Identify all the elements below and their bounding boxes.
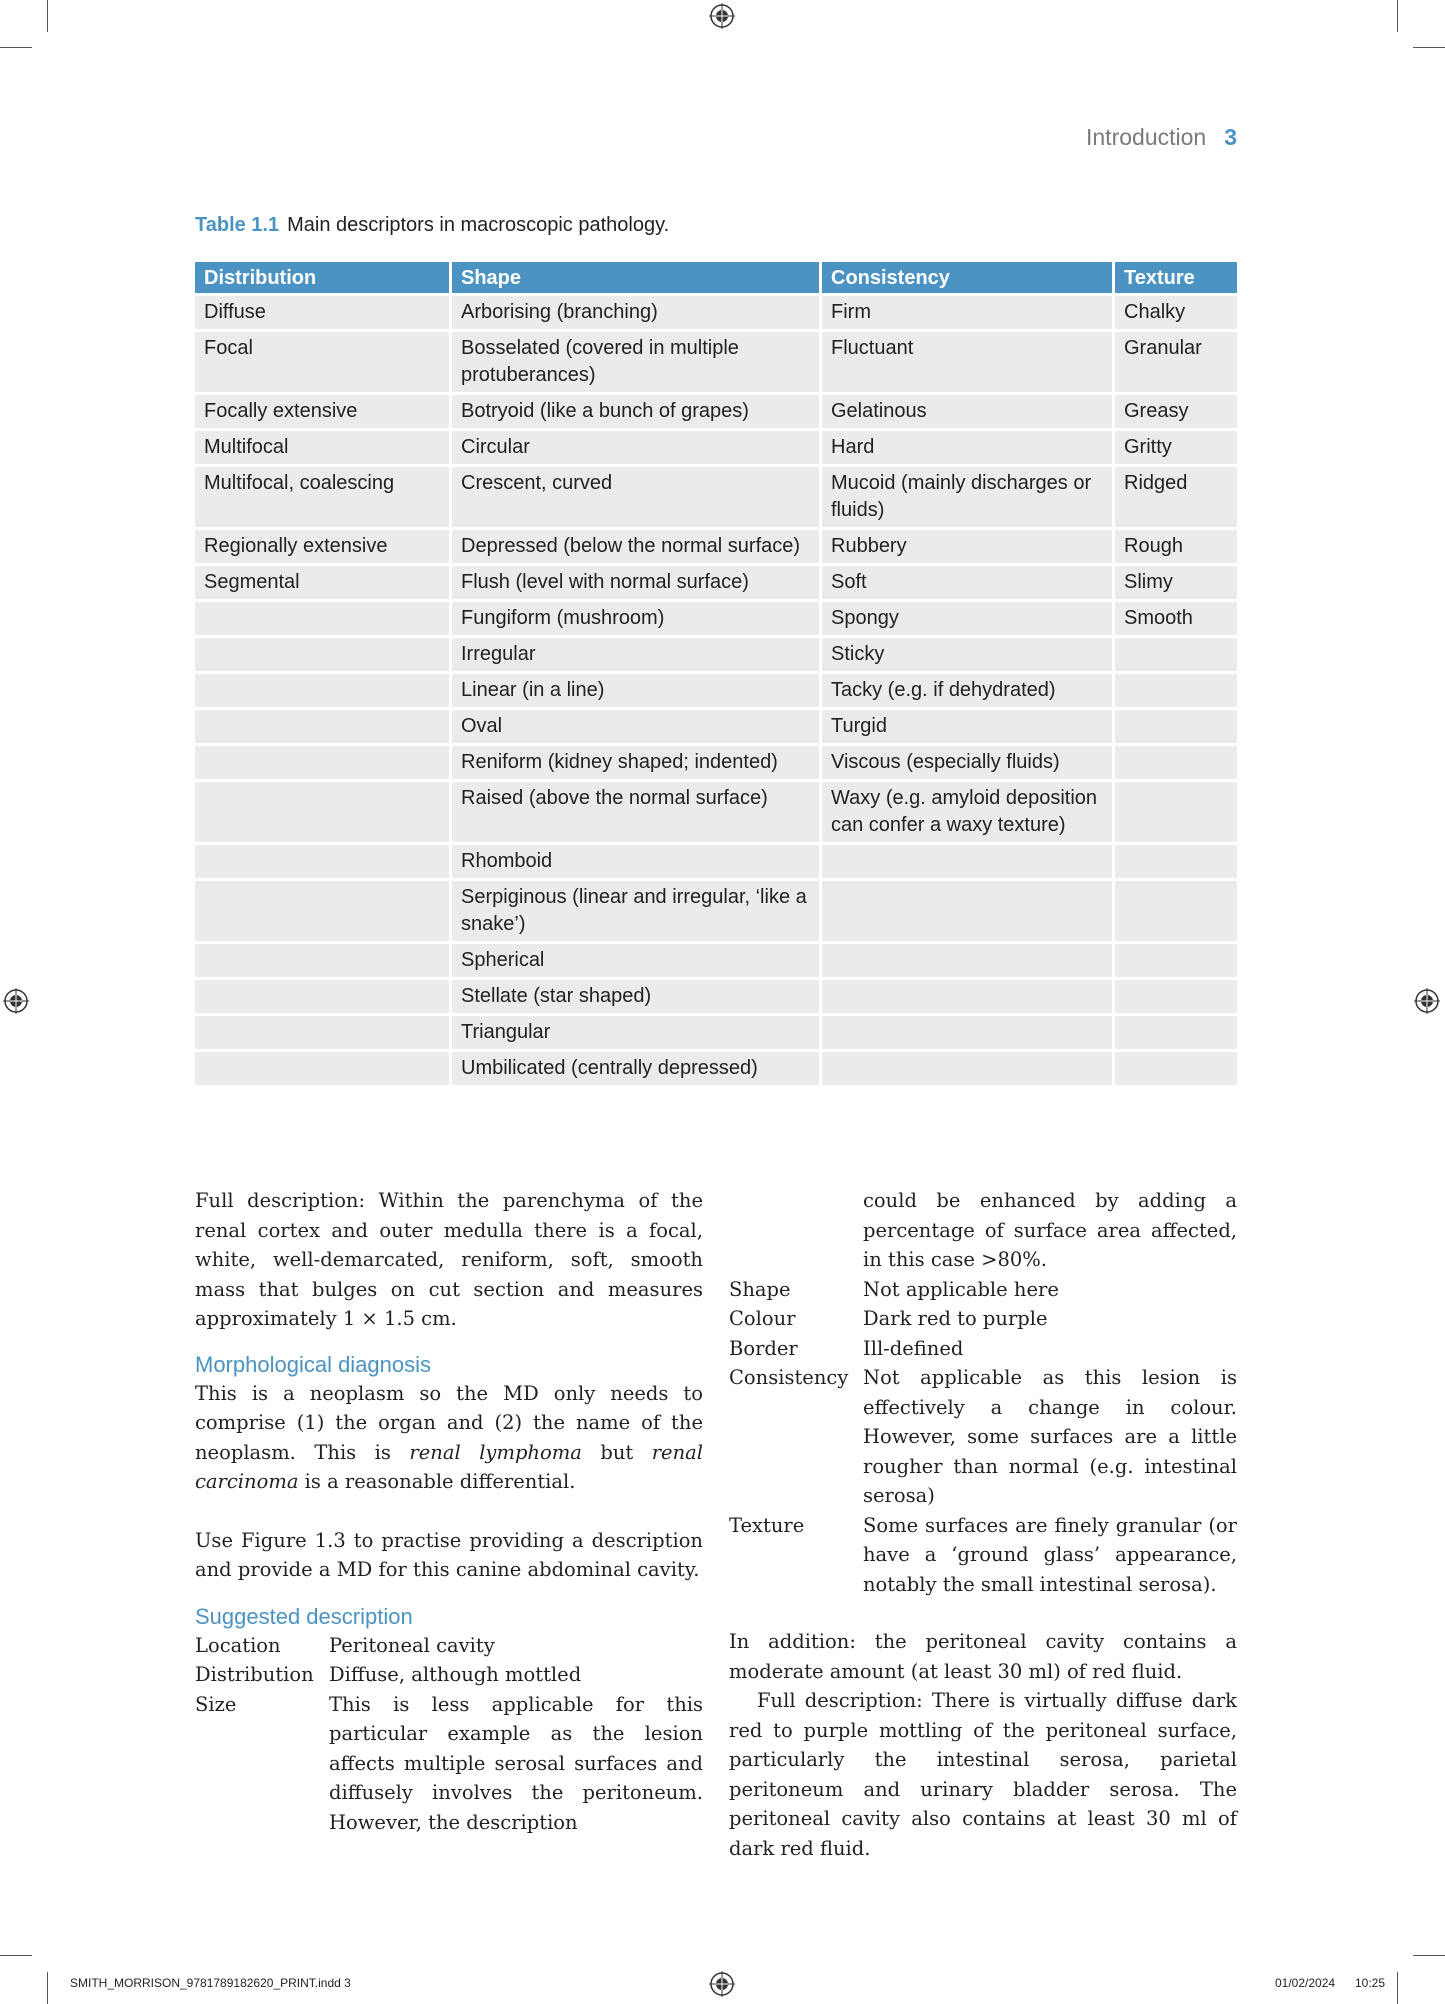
cell-distribution: Focal [195, 329, 452, 392]
table-row [195, 1049, 1237, 1085]
md-text: but [581, 1440, 652, 1464]
cell-texture: Gritty [1115, 428, 1237, 464]
size-continued: could be enhanced by adding a percentage of surface area affected, in this case >80%. [863, 1189, 1237, 1271]
description-key: Distribution [195, 1663, 314, 1686]
use-figure-paragraph: Use Figure 1.3 to practise providing a description and provide a MD for this canine abdominal cavity. [195, 1528, 703, 1581]
cell-shape: Triangular [452, 1013, 822, 1049]
running-head-title: Introduction [1086, 124, 1207, 150]
cell-distribution [195, 977, 452, 1013]
description-key: Border [729, 1336, 798, 1360]
header-shape: Shape [452, 262, 822, 293]
table-row [195, 842, 1237, 878]
md-text: is a reasonable differential. [298, 1470, 576, 1493]
descriptors-table [195, 262, 1237, 1085]
cell-shape: Oval [452, 707, 822, 743]
cell-distribution [195, 1049, 452, 1085]
description-item [729, 1186, 1237, 1275]
header-texture: Texture [1115, 262, 1237, 293]
cell-consistency [822, 941, 1115, 977]
table-row [195, 743, 1237, 779]
cell-texture: Slimy [1115, 563, 1237, 599]
cell-consistency: Gelatinous [822, 392, 1115, 428]
cell-shape: Depressed (below the normal surface) [452, 527, 822, 563]
crop-mark-icon [1397, 1972, 1398, 2004]
cell-texture: Granular [1115, 329, 1237, 392]
cell-consistency [822, 878, 1115, 941]
cell-distribution: Focally extensive [195, 392, 452, 428]
running-head [1086, 124, 1237, 151]
crop-mark-icon [47, 1972, 48, 2004]
cell-consistency [822, 977, 1115, 1013]
cell-consistency: Mucoid (mainly discharges or fluids) [822, 464, 1115, 527]
table-row [195, 707, 1237, 743]
peritoneal-full-description: Full description: There is virtually diffuse dark red to purple mottling of the peritoneal surface, particularly the intestinal serosa, parietal peritoneum and urinary bladder serosa. The peritoneal cavity also contains at least 30 ml of dark red fluid. [729, 1689, 1237, 1860]
cell-shape: Reniform (kidney shaped; indented) [452, 743, 822, 779]
cell-texture: Greasy [1115, 392, 1237, 428]
table-row [195, 392, 1237, 428]
cell-texture: Chalky [1115, 293, 1237, 329]
suggested-description-heading: Suggested description [195, 1603, 413, 1629]
cell-consistency: Hard [822, 428, 1115, 464]
cell-shape: Raised (above the normal surface) [452, 779, 822, 842]
footer-time: 10:25 [1355, 1976, 1386, 1990]
crop-mark-icon [0, 1955, 32, 1956]
cell-consistency [822, 842, 1115, 878]
description-key: Location [195, 1633, 281, 1657]
description-key: Shape [729, 1277, 791, 1301]
registration-mark-icon [1414, 988, 1440, 1014]
cell-texture [1115, 842, 1237, 878]
registration-mark-icon [709, 1971, 735, 1997]
cell-distribution [195, 941, 452, 977]
cell-shape: Spherical [452, 941, 822, 977]
md-text: This is a neoplasm so the MD only needs to comprise (1) the organ and (2) the name of the neoplasm. This is [195, 1381, 703, 1464]
cell-texture [1115, 878, 1237, 941]
description-value: Not applicable as this lesion is effectively a change in colour. However, some surfaces are a little rougher than normal (e.g. intestinal serosa) [863, 1366, 1237, 1507]
cell-texture [1115, 941, 1237, 977]
cell-shape: Botryoid (like a bunch of grapes) [452, 392, 822, 428]
table-row [195, 635, 1237, 671]
cell-consistency: Spongy [822, 599, 1115, 635]
cell-texture [1115, 1049, 1237, 1085]
description-key: Texture [729, 1513, 805, 1537]
table-row [195, 527, 1237, 563]
table-row [195, 428, 1237, 464]
cell-distribution [195, 599, 452, 635]
cell-texture [1115, 707, 1237, 743]
table-body [195, 293, 1237, 1085]
table-row [195, 878, 1237, 941]
cell-shape: Stellate (star shaped) [452, 977, 822, 1013]
md-emphasis: renal carcinoma [195, 1440, 704, 1493]
cell-distribution [195, 707, 452, 743]
description-value: Peritoneal cavity [329, 1633, 495, 1657]
crop-mark-icon [0, 47, 32, 48]
description-value: Dark red to purple [863, 1307, 1048, 1330]
description-item [729, 1275, 1237, 1305]
registration-mark-icon [709, 3, 735, 29]
cell-shape: Serpiginous (linear and irregular, ‘like a snake’) [452, 878, 822, 941]
cell-distribution [195, 1013, 452, 1049]
cell-consistency: Turgid [822, 707, 1115, 743]
crop-mark-icon [47, 0, 48, 32]
cell-texture: Smooth [1115, 599, 1237, 635]
left-column [195, 1186, 703, 1837]
cell-distribution [195, 671, 452, 707]
addition-paragraph: In addition: the peritoneal cavity contains a moderate amount (at least 30 ml) of red fluid. [729, 1630, 1237, 1683]
description-value: Some surfaces are finely granular (or have a ‘ground glass’ appearance, notably the small intestinal serosa). [863, 1513, 1237, 1596]
table-caption-text: Main descriptors in macroscopic pathology. [287, 214, 670, 236]
cell-shape: Umbilicated (centrally depressed) [452, 1049, 822, 1085]
cell-shape: Rhomboid [452, 842, 822, 878]
cell-consistency: Sticky [822, 635, 1115, 671]
kidney-full-description: Full description: Within the parenchyma of the renal cortex and outer medulla there is a focal, white, well-demarcated, reniform, soft, smooth mass that bulges on cut section and measures approximately 1 × 1.5 cm. [195, 1189, 703, 1330]
table-label: Table 1.1 [195, 214, 280, 236]
md-heading: Morphological diagnosis [195, 1351, 432, 1377]
description-item [195, 1690, 703, 1838]
md-paragraph [195, 1379, 703, 1497]
cell-consistency: Fluctuant [822, 329, 1115, 392]
table-header-row [195, 262, 1237, 293]
table-row [195, 329, 1237, 392]
cell-consistency [822, 1013, 1115, 1049]
table-row [195, 671, 1237, 707]
cell-shape: Linear (in a line) [452, 671, 822, 707]
cell-texture [1115, 1013, 1237, 1049]
cell-texture [1115, 779, 1237, 842]
cell-distribution [195, 878, 452, 941]
cell-distribution [195, 779, 452, 842]
cell-consistency: Rubbery [822, 527, 1115, 563]
description-item [195, 1631, 703, 1661]
cell-consistency: Tacky (e.g. if dehydrated) [822, 671, 1115, 707]
description-value: This is less applicable for this particular example as the lesion affects multiple serosal surfaces and diffusely involves the peritoneum. However, the description [329, 1692, 703, 1834]
cell-distribution: Multifocal [195, 428, 452, 464]
cell-consistency: Firm [822, 293, 1115, 329]
right-column [729, 1186, 1237, 1863]
cell-consistency: Soft [822, 563, 1115, 599]
description-value: Not applicable here [863, 1277, 1059, 1301]
cell-texture [1115, 977, 1237, 1013]
description-item [195, 1660, 703, 1690]
table-row [195, 779, 1237, 842]
table-row [195, 977, 1237, 1013]
description-value: Diffuse, although mottled [329, 1663, 582, 1686]
cell-shape: Circular [452, 428, 822, 464]
cell-shape: Arborising (branching) [452, 293, 822, 329]
md-emphasis: renal lymphoma [409, 1440, 582, 1464]
cell-shape: Irregular [452, 635, 822, 671]
table-row [195, 599, 1237, 635]
description-item [729, 1363, 1237, 1511]
header-distribution: Distribution [195, 262, 452, 293]
description-key: Colour [729, 1307, 796, 1330]
cell-shape: Crescent, curved [452, 464, 822, 527]
description-key: Size [195, 1692, 237, 1716]
table-row [195, 293, 1237, 329]
cell-consistency: Viscous (especially fluids) [822, 743, 1115, 779]
cell-shape: Flush (level with normal surface) [452, 563, 822, 599]
description-key: Consistency [729, 1366, 849, 1389]
cell-distribution [195, 635, 452, 671]
description-item [729, 1334, 1237, 1364]
cell-shape: Bosselated (covered in multiple protuberances) [452, 329, 822, 392]
cell-texture [1115, 671, 1237, 707]
footer-file: SMITH_MORRISON_9781789182620_PRINT.indd 3 [70, 1976, 351, 1990]
table-row [195, 941, 1237, 977]
cell-distribution: Regionally extensive [195, 527, 452, 563]
cell-consistency: Waxy (e.g. amyloid deposition can confer a waxy texture) [822, 779, 1115, 842]
crop-mark-icon [1413, 1955, 1445, 1956]
table-row [195, 1013, 1237, 1049]
table-row [195, 464, 1237, 527]
description-item [729, 1304, 1237, 1334]
description-value: Ill-defined [863, 1336, 964, 1360]
cell-texture [1115, 743, 1237, 779]
cell-distribution: Multifocal, coalescing [195, 464, 452, 527]
cell-texture: Ridged [1115, 464, 1237, 527]
cell-distribution: Segmental [195, 563, 452, 599]
cell-distribution [195, 842, 452, 878]
cell-shape: Fungiform (mushroom) [452, 599, 822, 635]
footer-date: 01/02/2024 [1275, 1976, 1336, 1990]
cell-distribution [195, 743, 452, 779]
table-caption [195, 214, 669, 237]
crop-mark-icon [1397, 0, 1398, 32]
cell-consistency [822, 1049, 1115, 1085]
cell-distribution: Diffuse [195, 293, 452, 329]
cell-texture: Rough [1115, 527, 1237, 563]
crop-mark-icon [1413, 47, 1445, 48]
table-row [195, 563, 1237, 599]
cell-texture [1115, 635, 1237, 671]
registration-mark-icon [3, 988, 29, 1014]
description-item [729, 1511, 1237, 1600]
header-consistency: Consistency [822, 262, 1115, 293]
page-number: 3 [1224, 124, 1237, 150]
